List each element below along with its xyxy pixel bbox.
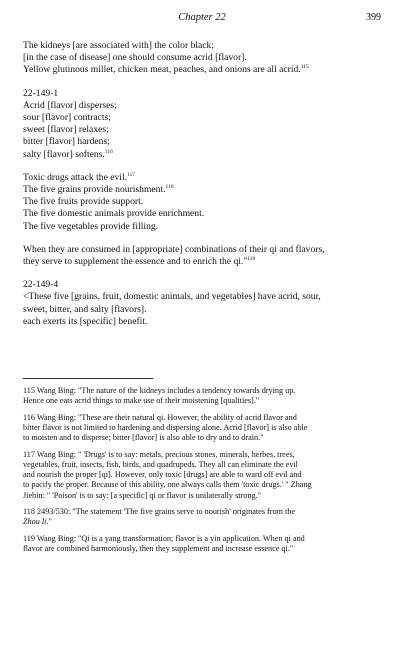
page-number: 399 — [366, 12, 381, 23]
verse-text: Toxic drugs attack the evil. — [23, 171, 128, 183]
footnote-ref[interactable]: 118 — [165, 183, 174, 190]
verse-text: Yellow glutinous millet, chicken meat, peaches, and onions are all acrid. — [23, 64, 301, 76]
verse-block-kidneys — [23, 40, 381, 77]
footnote-ref[interactable]: 116 — [104, 148, 113, 155]
footnote-line: 119 Wang Bing: "Qi is a yang transformation; flavor is a yin application. When qi and — [23, 533, 305, 543]
verse-block-five-things — [23, 172, 381, 233]
footnote-text: ." — [46, 517, 52, 527]
section-code: 22-149-1 — [23, 87, 59, 99]
footnote-118 — [23, 507, 381, 528]
verse-line: sour [flavor] contracts; — [23, 112, 111, 124]
footnote-line: 115 Wang Bing: "The nature of the kidneys includes a tendency towards drying up. — [23, 386, 296, 396]
section-code: 22-149-4 — [23, 279, 59, 291]
footnote-line — [23, 517, 381, 527]
footnote-line: vegetables, fruit, insects, fish, birds, and quadrupeds. They all can eliminate the evil — [23, 459, 298, 469]
footnote-line: and nourish the proper [qi]. However, only toxic [drugs] are able to ward off evil and — [23, 470, 302, 480]
verse-text: they serve to supplement the essence and to enrich the qi." — [23, 256, 248, 268]
footnote-line: bitter flavor is not limited to hardening and dispersing alone. Acrid [flavor] is also able — [23, 422, 308, 432]
verse-line: <These five [grains, fruit, domestic animals, and vegetables] have acrid, sour, — [23, 291, 321, 303]
verse-block-flavors — [23, 100, 381, 161]
footnote-ref[interactable]: 117 — [127, 171, 136, 178]
verse-text: The five grains provide nourishment. — [23, 184, 166, 196]
verse-line: The five domestic animals provide enrichment. — [23, 208, 205, 220]
verse-block-combination — [23, 244, 381, 268]
footnote-line: to pacify the proper. Because of this ability, one always calls them 'toxic drugs.' " Zhang — [23, 480, 312, 490]
footnote-line: flavor are combined harmoniously, then they supplement and increase essence qi." — [23, 543, 294, 553]
verse-line: The five vegetables provide filling. — [23, 220, 159, 232]
verse-line — [23, 149, 381, 161]
running-header — [23, 12, 381, 32]
verse-line: When they are consumed in [appropriate] combinations of their qi and flavors, — [23, 243, 325, 255]
verse-line: each exerts its [specific] benefit. — [23, 315, 148, 327]
footnote-line: Jiebin: " 'Poison' is to say: [a specific] qi or flavor is unilaterally strong." — [23, 490, 261, 500]
footnote-116 — [23, 413, 381, 444]
footnote-line: 118 2493/530: "The statement 'The five grains serve to nourish' originates from the — [23, 507, 296, 517]
verse-line: sweet, bitter, and salty [flavors]. — [23, 303, 147, 315]
verse-line: Acrid [flavor] disperses; — [23, 99, 117, 111]
verse-line: sweet [flavor] relaxes; — [23, 124, 109, 136]
footnote-line: 117 Wang Bing: " 'Drugs' is to say: metals, precious stones, minerals, herbes, trees, — [23, 449, 295, 459]
book-page — [23, 12, 381, 560]
verse-line: The kidneys [are associated with] the color black; — [23, 40, 215, 51]
verse-line: bitter [flavor] hardens; — [23, 136, 110, 148]
footnote-line: Hence one eats acrid things to make use of their moistening [qualities]." — [23, 396, 260, 406]
verse-text: salty [flavor] softens. — [23, 148, 105, 160]
verse-line — [23, 64, 381, 76]
footnote-117 — [23, 450, 381, 501]
footnote-ref[interactable]: 119 — [247, 255, 256, 262]
footnote-ref[interactable]: 115 — [300, 64, 309, 71]
source-title: Zhou li — [23, 517, 47, 527]
chapter-title: Chapter 22 — [178, 12, 226, 23]
verse-line — [23, 172, 381, 184]
verse-line: The five fruits provide support. — [23, 196, 144, 208]
verse-line — [23, 256, 381, 268]
verse-block-benefit — [23, 291, 381, 328]
footnote-line: to moisten and to disperse; bitter [flavor] is also able to dry and to drain." — [23, 433, 264, 443]
footnote-119 — [23, 534, 381, 555]
footnotes — [23, 386, 381, 554]
verse-line — [23, 184, 381, 196]
footnote-line: 116 Wang Bing: "These are their natural qi. However, the ability of acrid flavor and — [23, 412, 297, 422]
verse-line: [in the case of disease] one should consume acrid [flavor]. — [23, 52, 247, 64]
footnote-115 — [23, 386, 381, 407]
